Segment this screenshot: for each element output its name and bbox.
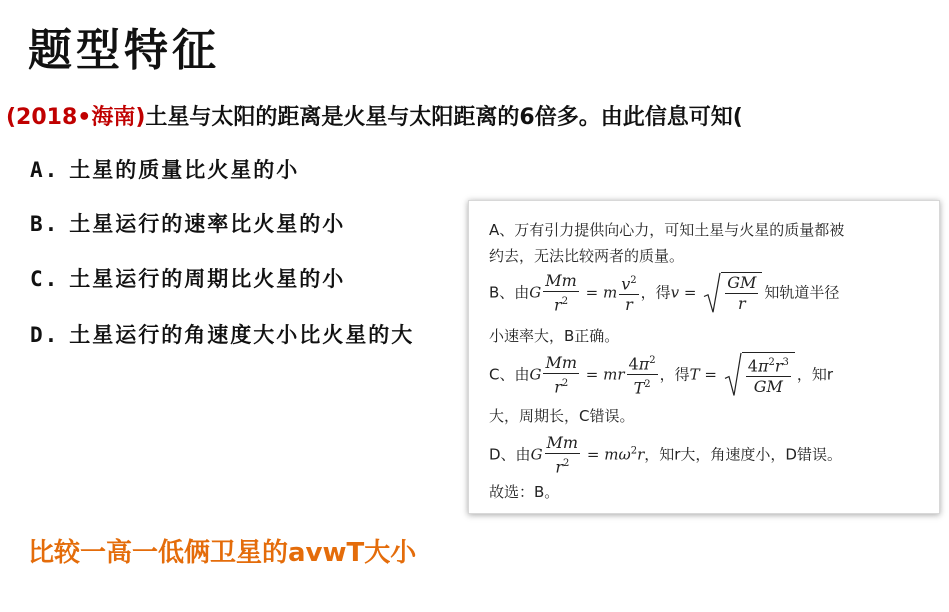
- solution-d-formula: D、由G $\frac{Mm}{r^2}$ = $m\omega^2r$，知r大，角速度小，D错误。: [489, 433, 842, 477]
- option-letter: D.: [30, 323, 60, 347]
- option-letter: A.: [30, 158, 60, 182]
- solution-panel: [468, 200, 940, 514]
- solution-b-prefix: B、由: [489, 283, 530, 302]
- solution-d-prefix: D、由: [489, 445, 531, 464]
- question-source: (2018•海南): [6, 105, 146, 130]
- solution-c-formula: C、由G $\frac{Mm}{r^2}$ = mr $\frac{4\pi^2}{T^2}$ ，得T = $\frac{4\pi^2r^3}{GM}$ ，知r: [489, 352, 834, 398]
- option-letter: B.: [30, 212, 60, 236]
- question-text: 土星与太阳的距离是火星与太阳距离的6倍多。由此信息可知(: [145, 105, 743, 130]
- option-d: [30, 319, 414, 349]
- solution-c-prefix: C、由: [489, 365, 530, 384]
- summary-note: 比较一高一低俩卫星的avwT大小: [28, 538, 417, 568]
- solution-a-line1: A、万有引力提供向心力，可知土星与火星的质量都被: [489, 221, 845, 239]
- solution-c-mid: ，得: [659, 365, 690, 384]
- option-c: [30, 263, 345, 293]
- option-text: 土星的质量比火星的小: [69, 158, 300, 182]
- option-a: [30, 154, 299, 184]
- option-text: 土星运行的速率比火星的小: [69, 212, 346, 236]
- question-stem: [6, 100, 743, 131]
- solution-d-suffix: ，知r大，角速度小，D错误。: [644, 445, 842, 464]
- option-letter: C.: [30, 267, 60, 291]
- page-title: 题型特征: [28, 25, 220, 76]
- solution-b-suffix: 知轨道半径: [764, 283, 840, 302]
- option-text: 土星运行的角速度大小比火星的大: [69, 323, 415, 347]
- solution-c-line2: 大，周期长，C错误。: [489, 407, 635, 425]
- solution-a-line2: 约去，无法比较两者的质量。: [489, 247, 685, 265]
- solution-answer: 故选：B。: [489, 483, 560, 501]
- solution-c-suffix: ，知r: [796, 365, 834, 384]
- option-b: [30, 208, 345, 238]
- solution-b-mid: ，得: [640, 283, 671, 302]
- solution-b-line2: 小速率大，B正确。: [489, 327, 620, 345]
- option-text: 土星运行的周期比火星的小: [69, 267, 346, 291]
- solution-b-formula: B、由G $\frac{Mm}{r^2}$ = m $\frac{v^2}{r}$ ，得v = $\frac{GM}{r}$ 知轨道半径: [489, 271, 840, 315]
